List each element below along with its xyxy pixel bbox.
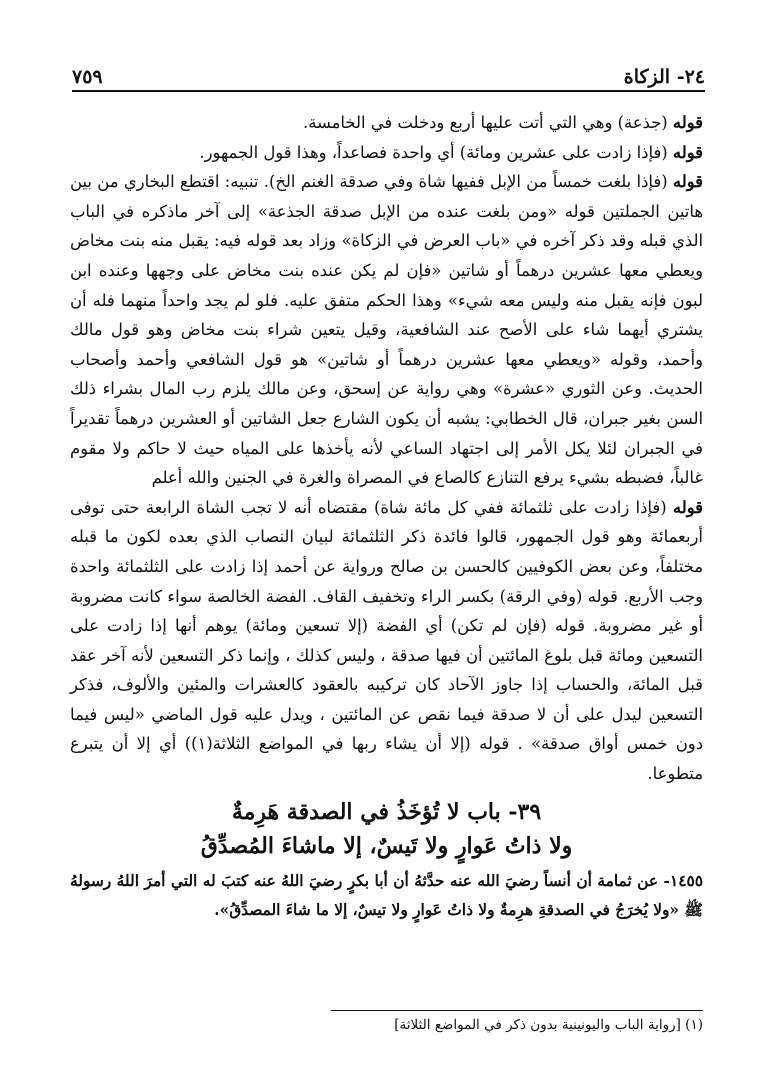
footnote-divider	[331, 1010, 703, 1011]
section-heading-line2: ولا ذاتُ عَوارٍ ولا تَيسٌ، إلا ماشاءَ المُصدِّقُ	[200, 832, 573, 859]
paragraph	[70, 167, 703, 493]
section-heading-line1: ٣٩- باب لا تُؤخَذُ في الصدقة هَرِمةٌ	[231, 798, 542, 825]
paragraph-text: (فإذا بلغت خمساً من الإبل ففيها شاة وفي صدقة الغنم الخ). تنبيه: اقتطع البخاري من بين هاتين الجملتين قوله «ومن بلغت عنده من الإبل صدقة الجذعة» إلى آخر ماذكره في الباب الذي قبله وقد ذكر آخره في «باب العرض في الزكاة» وزاد بعد قوله فيه: يقبل منه بنت مخاض ويعطي معها عشرين درهماً أو شاتين «فإن لم يكن عنده بنت مخاض على وجهها وعنده ابن لبون فإنه يقبل منه وليس معه شيء» وهذا الحكم متفق عليه. فلو لم يجد واحداً منهما فله أن يشتري أيهما شاء على الأصح عند الشافعية، وقيل يتعين شراء بنت مخاض وهو قول مالك وأحمد، وقوله «ويعطي معها عشرين درهماً أو شاتين» هو قول الشافعي وأحمد وأصحاب الحديث. وعن الثوري «عشرة» وهي رواية عن إسحق، وعن مالك يلزم رب المال بشراء ذلك السن بغير جبران، قال الخطابي: يشبه أن يكون الشارع جعل الشاتين أو العشرين درهماً تقديراً في الجبران لئلا يكل الأمر إلى اجتهاد الساعي لأنه يأخذها على المياه حيث لا حاكم ولا مقوم غالباً، فضبطه بشيء يرفع التنازع كالصاع في المصراة والغرة في الجنين والله أعلم	[70, 172, 703, 488]
paragraph	[70, 138, 703, 168]
paragraph	[70, 108, 703, 138]
footnote: (١) [رواية الباب واليونينية بدون ذكر في المواضع الثلاثة]	[394, 1017, 703, 1033]
paragraph-lead: قوله	[672, 113, 703, 132]
main-text	[70, 108, 703, 925]
page-header	[72, 58, 705, 88]
paragraph-text: (فإذا زادت على ثلثمائة ففي كل مائة شاة) مقتضاه أنه لا تجب الشاة الرابعة حتى توفى أربعمائة وهو قول الجمهور، قالوا فائدة ذكر الثلثمائة لبيان النصاب الذي بعده لكون ما قبله مختلفاً، وعن بعض الكوفيين كالحسن بن صالح ورواية عن أحمد إذا زادت على الثلثمائة واحدة وجب الأربع. قوله (وفي الرقة) بكسر الراء وتخفيف القاف. الفضة الخالصة سواء كانت مضروبة أو غير مضروبة. قوله (فإن لم تكن) أي الفضة (إلا تسعين ومائة) يوهم أنها إذا زادت على التسعين ومائة قبل بلوغ المائتين أن فيها صدقة ، وليس كذلك ، وإنما ذكر التسعين لأنه آخر عقد قبل المائة، والحساب إذا جاوز الآحاد كان تركيبه بالعقود كالعشرات والمئين والألوف، فذكر التسعين ليدل على أن لا صدقة فيما نقص عن المائتين ، ويدل عليه قول الماضي «ليس فيما دون خمس أواق صدقة» . قوله (إلا أن يشاء ربها في المواضع الثلاثة(١)) أي إلا أن يتبرع متطوعا.	[70, 497, 703, 784]
paragraph-lead: قوله	[672, 172, 703, 192]
page-number: ٧٥٩	[72, 66, 103, 88]
hadith-text: ١٤٥٥- عن ثمامة أن أنساً رضيَ الله عنه حدَّثهُ أن أبا بكرٍ رضيَ اللهُ عنه كتبَ له التي أمرَ اللهُ رسولهُ ﷺ «ولا يُخرَجُ في الصدقةِ هرِمةٌ ولا ذاتُ عَوارٍ ولا تيسٌ، إلا ما شاءَ المصدِّقُ».	[70, 871, 703, 919]
paragraph-text: (فإذا زادت على عشرين ومائة) أي واحدة فصاعداً، وهذا قول الجمهور.	[199, 142, 673, 162]
chapter-title: ٢٤- الزكاة	[623, 66, 705, 88]
paragraph	[70, 493, 703, 789]
header-divider	[72, 90, 705, 92]
section-heading	[70, 795, 703, 863]
paragraph-lead: قوله	[672, 142, 703, 162]
paragraph-lead: قوله	[672, 497, 703, 517]
paragraph-text: (جذعة) وهي التي أتت عليها أربع ودخلت في الخامسة.	[302, 113, 673, 132]
